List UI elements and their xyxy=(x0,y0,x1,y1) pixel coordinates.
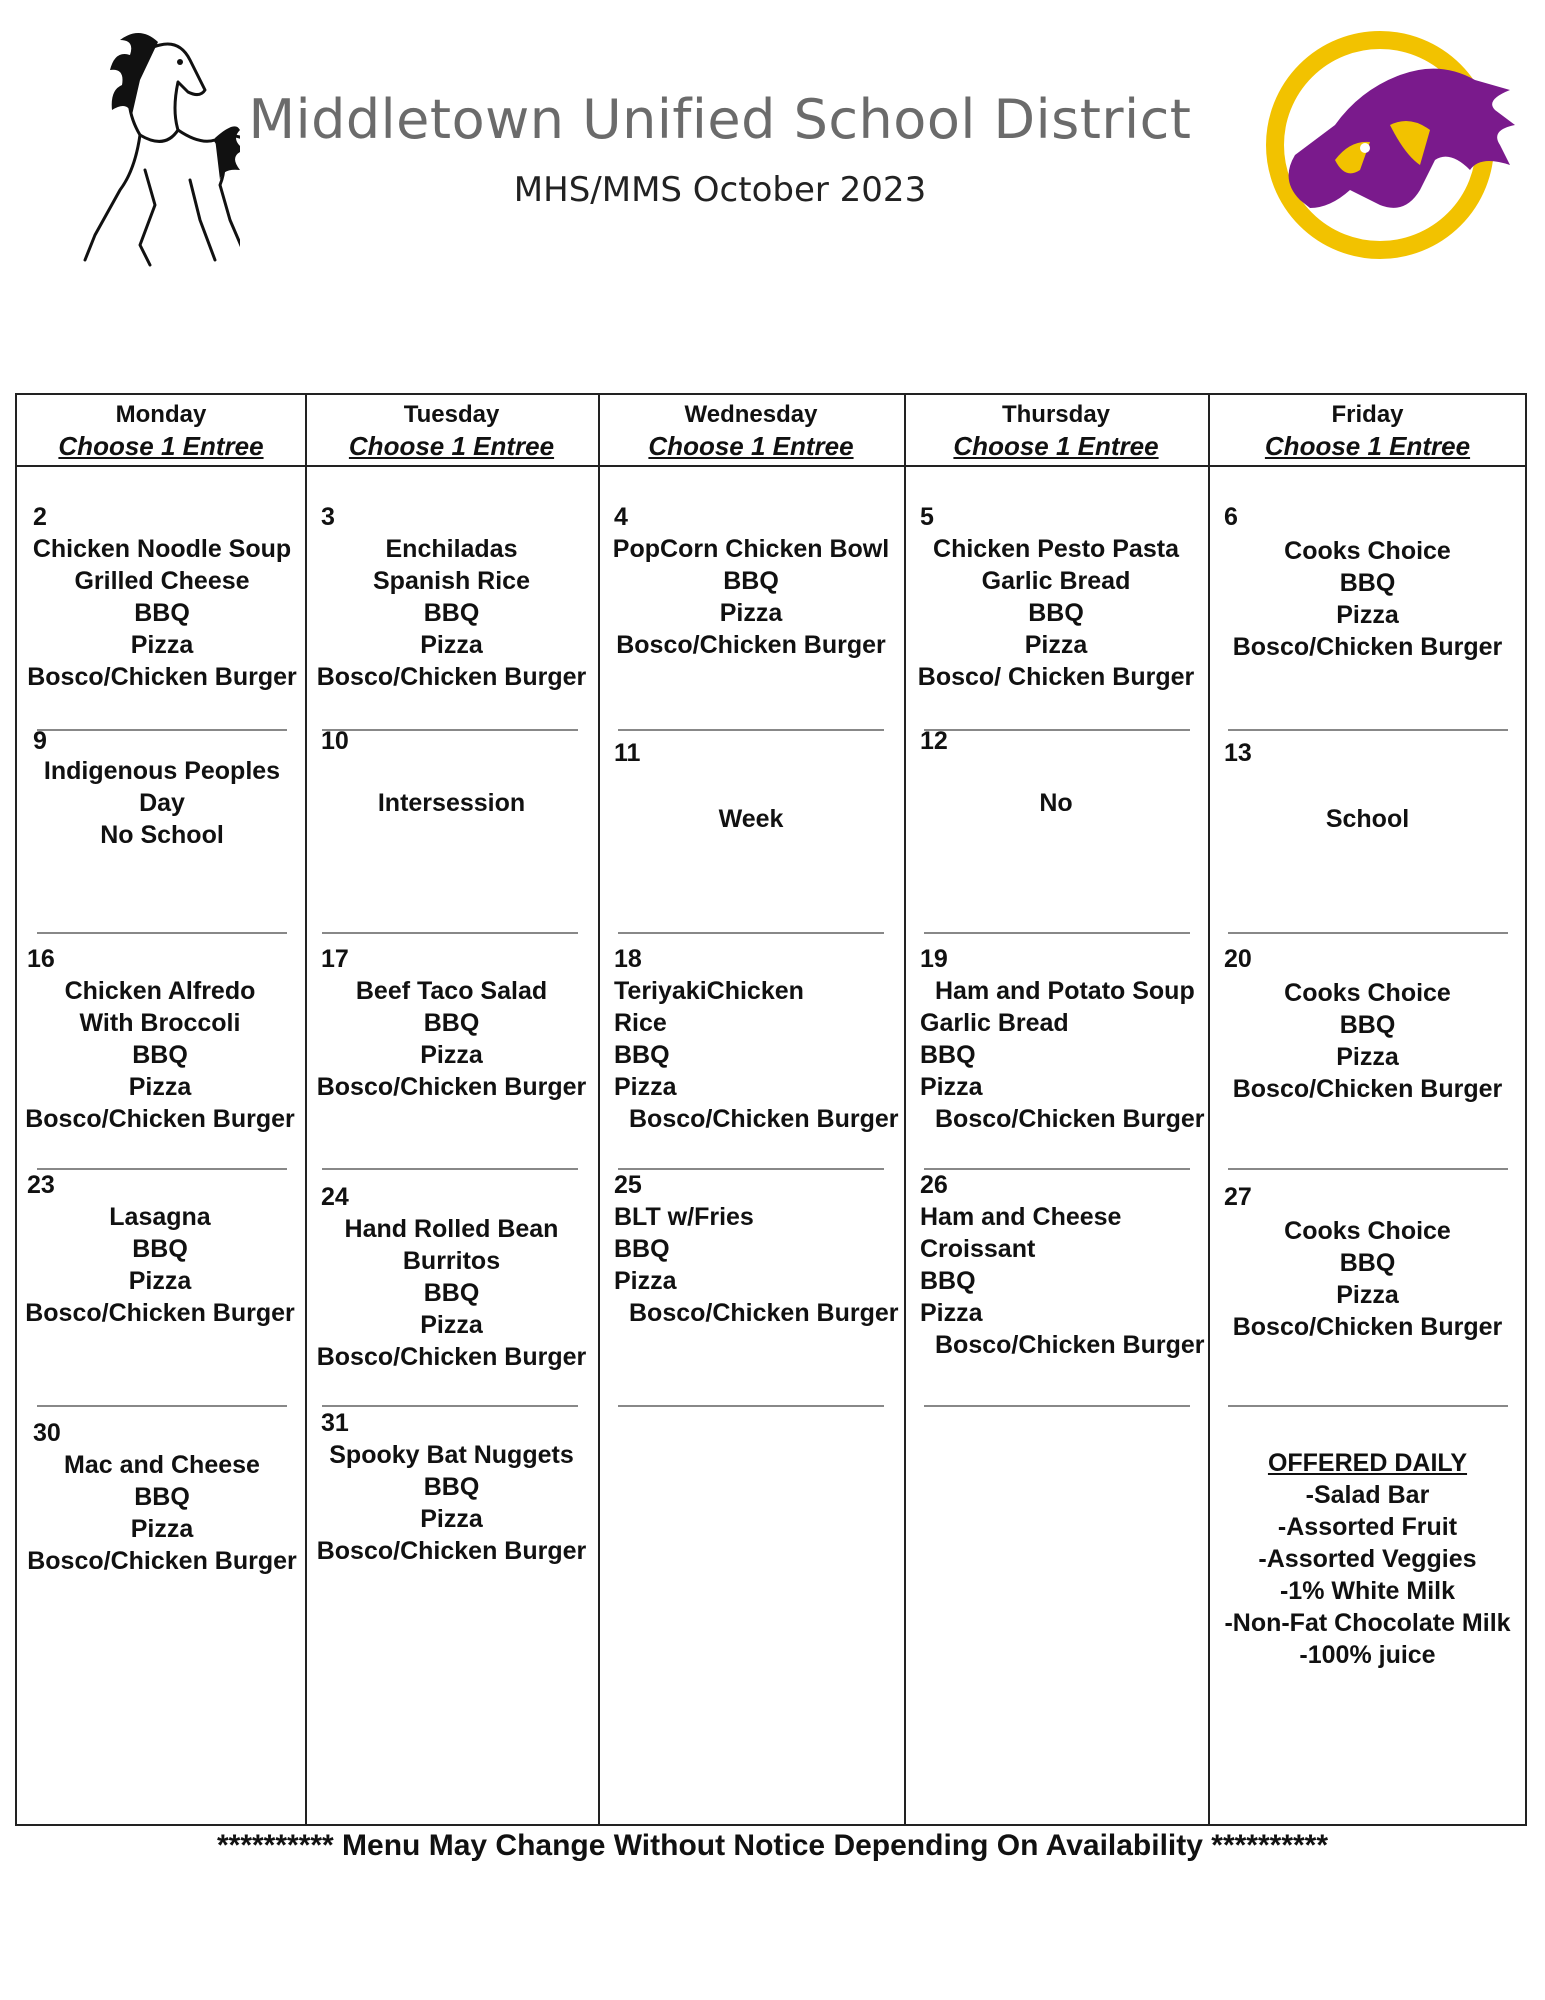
date-number: 11 xyxy=(614,739,641,767)
page-subtitle: MHS/MMS October 2023 xyxy=(513,170,927,210)
menu-item: Pizza xyxy=(420,631,483,659)
menu-item: Pizza xyxy=(130,1515,194,1543)
menu-item: Croissant xyxy=(920,1235,1036,1263)
menu-item: BBQ xyxy=(1339,569,1396,597)
header-thursday xyxy=(904,395,1208,465)
day-cell xyxy=(311,943,592,1163)
week-separator xyxy=(1228,1168,1508,1170)
menu-item: Pizza xyxy=(420,1311,483,1339)
day-cell xyxy=(27,1417,297,1617)
choose-label: Choose 1 Entree xyxy=(58,431,264,461)
day-name: Monday xyxy=(115,401,207,428)
day-cell xyxy=(920,943,1205,1163)
day-cell xyxy=(604,501,898,721)
menu-item: Pizza xyxy=(420,1041,483,1069)
menu-disclaimer: ********** Menu May Change Without Notice Depending On Availability ********** xyxy=(216,1829,1329,1862)
menu-item: BBQ xyxy=(423,1473,480,1501)
menu-item: BBQ xyxy=(134,599,190,627)
offered-daily-box xyxy=(1214,1447,1521,1687)
menu-item: Pizza xyxy=(130,631,194,659)
date-number: 16 xyxy=(27,945,55,973)
date-number: 6 xyxy=(1224,503,1238,531)
menu-item: BBQ xyxy=(423,1009,480,1037)
menu-item: BBQ xyxy=(132,1041,188,1069)
daily-item: -Assorted Veggies xyxy=(1258,1545,1477,1573)
week-separator xyxy=(322,1168,578,1170)
menu-item: Indigenous Peoples xyxy=(43,757,281,785)
menu-item: Intersession xyxy=(377,789,526,817)
menu-item: Ham and Potato Soup xyxy=(935,977,1195,1005)
menu-item: Rice xyxy=(614,1009,667,1037)
day-name: Wednesday xyxy=(684,401,818,428)
date-number: 17 xyxy=(321,945,349,973)
daily-item: -1% White Milk xyxy=(1279,1577,1455,1605)
menu-item: Enchiladas xyxy=(385,535,518,563)
day-cell xyxy=(23,1169,297,1399)
header-divider xyxy=(17,465,1525,467)
week-separator xyxy=(37,932,287,934)
menu-item: Chicken Alfredo xyxy=(64,977,256,1005)
date-number: 5 xyxy=(920,503,934,531)
menu-item: Cooks Choice xyxy=(1284,979,1451,1007)
menu-item: Bosco/Chicken Burger xyxy=(1232,1313,1503,1341)
menu-item: Bosco/Chicken Burger xyxy=(616,631,886,659)
menu-item: BLT w/Fries xyxy=(614,1203,754,1231)
date-number: 23 xyxy=(27,1171,55,1199)
menu-item: Pizza xyxy=(1024,631,1088,659)
date-number: 18 xyxy=(614,945,642,973)
day-cell xyxy=(311,501,592,721)
menu-item: Bosco/Chicken Burger xyxy=(316,1073,587,1101)
date-number: 10 xyxy=(321,727,349,755)
day-cell xyxy=(311,1181,592,1401)
menu-item: Bosco/Chicken Burger xyxy=(935,1331,1205,1359)
menu-item: Bosco/Chicken Burger xyxy=(27,1547,297,1575)
week-separator xyxy=(322,932,578,934)
menu-item: Beef Taco Salad xyxy=(355,977,548,1005)
purple-mustang-head-circle-icon xyxy=(1240,30,1520,260)
menu-item: PopCorn Chicken Bowl xyxy=(612,535,890,563)
date-number: 24 xyxy=(321,1183,349,1211)
menu-item: BBQ xyxy=(1339,1249,1396,1277)
menu-item: Pizza xyxy=(1336,601,1399,629)
menu-item: Bosco/Chicken Burger xyxy=(316,663,587,691)
menu-item: BBQ xyxy=(614,1041,670,1069)
menu-item: Pizza xyxy=(1336,1281,1399,1309)
date-number: 13 xyxy=(1224,739,1252,767)
week-separator xyxy=(1228,729,1508,731)
day-cell xyxy=(27,501,297,721)
day-cell xyxy=(23,943,297,1163)
choose-label: Choose 1 Entree xyxy=(1264,431,1471,461)
week-separator xyxy=(618,1405,884,1407)
menu-item: BBQ xyxy=(134,1483,190,1511)
date-number: 27 xyxy=(1224,1183,1252,1211)
menu-item: Cooks Choice xyxy=(1284,537,1451,565)
menu-item: Chicken Noodle Soup xyxy=(32,535,292,563)
menu-item: Bosco/Chicken Burger xyxy=(935,1105,1205,1133)
menu-item: With Broccoli xyxy=(79,1009,241,1037)
menu-item: Pizza xyxy=(614,1073,677,1101)
date-number: 30 xyxy=(33,1419,61,1447)
menu-item: BBQ xyxy=(1339,1011,1396,1039)
date-number: 4 xyxy=(614,503,628,531)
menu-item: Pizza xyxy=(719,599,783,627)
menu-item: No xyxy=(1039,789,1073,817)
menu-item: Grilled Cheese xyxy=(74,567,250,595)
week-separator xyxy=(924,932,1190,934)
date-number: 26 xyxy=(920,1171,948,1199)
menu-item: Bosco/Chicken Burger xyxy=(1232,633,1503,661)
day-cell xyxy=(1214,501,1521,721)
menu-item: BBQ xyxy=(423,599,480,627)
menu-item: Pizza xyxy=(128,1267,192,1295)
daily-item: -100% juice xyxy=(1299,1641,1436,1669)
menu-item: Pizza xyxy=(614,1267,677,1295)
choose-label: Choose 1 Entree xyxy=(953,431,1159,461)
menu-item: Bosco/Chicken Burger xyxy=(316,1343,587,1371)
choose-label: Choose 1 Entree xyxy=(348,431,555,461)
page-title: Middletown Unified School District xyxy=(248,88,1192,151)
menu-item: BBQ xyxy=(920,1267,976,1295)
menu-item: Ham and Cheese xyxy=(920,1203,1122,1231)
date-number: 25 xyxy=(614,1171,642,1199)
day-cell xyxy=(910,725,1202,925)
day-cell xyxy=(910,501,1202,721)
daily-item: -Assorted Fruit xyxy=(1277,1513,1458,1541)
header-tuesday xyxy=(305,395,598,465)
day-cell xyxy=(604,737,898,927)
column-divider xyxy=(305,395,307,1824)
menu-item: BBQ xyxy=(132,1235,188,1263)
menu-item: Bosco/Chicken Burger xyxy=(25,1299,295,1327)
menu-item: BBQ xyxy=(920,1041,976,1069)
menu-item: Mac and Cheese xyxy=(64,1451,260,1479)
menu-item: Bosco/Chicken Burger xyxy=(629,1105,899,1133)
menu-item: Burritos xyxy=(402,1247,501,1275)
menu-item: No School xyxy=(100,821,224,849)
menu-item: BBQ xyxy=(423,1279,480,1307)
menu-item: Bosco/Chicken Burger xyxy=(1232,1075,1503,1103)
header-monday xyxy=(17,395,305,465)
date-number: 20 xyxy=(1224,945,1252,973)
menu-item: Spooky Bat Nuggets xyxy=(329,1441,574,1469)
menu-item: Pizza xyxy=(920,1073,983,1101)
header-wednesday xyxy=(598,395,904,465)
day-cell xyxy=(1214,1181,1521,1401)
menu-item: Pizza xyxy=(920,1299,983,1327)
daily-item: -Non-Fat Chocolate Milk xyxy=(1224,1609,1511,1637)
menu-item: BBQ xyxy=(1028,599,1084,627)
daily-item: -Salad Bar xyxy=(1305,1481,1430,1509)
menu-item: Week xyxy=(718,805,784,833)
date-number: 9 xyxy=(33,727,47,755)
menu-item: Chicken Pesto Pasta xyxy=(933,535,1179,563)
menu-item: Garlic Bread xyxy=(981,567,1131,595)
menu-item: Pizza xyxy=(128,1073,192,1101)
day-cell xyxy=(1214,737,1521,927)
menu-item: TeriyakiChicken xyxy=(614,977,804,1005)
day-cell xyxy=(920,1169,1205,1399)
day-cell xyxy=(311,1407,592,1607)
menu-item: Garlic Bread xyxy=(920,1009,1069,1037)
menu-item: Spanish Rice xyxy=(373,567,530,595)
day-cell xyxy=(614,943,898,1163)
week-separator xyxy=(1228,932,1508,934)
day-name: Tuesday xyxy=(403,401,500,428)
date-number: 19 xyxy=(920,945,948,973)
menu-item: Day xyxy=(139,789,185,817)
menu-item: School xyxy=(1325,805,1410,833)
week-separator xyxy=(618,932,884,934)
date-number: 2 xyxy=(33,503,47,531)
menu-item: Bosco/Chicken Burger xyxy=(25,1105,295,1133)
menu-item: Bosco/Chicken Burger xyxy=(316,1537,587,1565)
date-number: 12 xyxy=(920,727,948,755)
menu-item: Pizza xyxy=(420,1505,483,1533)
week-separator xyxy=(924,1405,1190,1407)
day-name: Thursday xyxy=(1001,401,1111,428)
menu-item: Bosco/ Chicken Burger xyxy=(917,663,1195,691)
menu-calendar xyxy=(15,393,1527,1826)
date-number: 31 xyxy=(321,1409,349,1437)
column-divider xyxy=(1208,395,1210,1824)
day-cell xyxy=(311,725,592,925)
header-friday xyxy=(1208,395,1527,465)
menu-item: Cooks Choice xyxy=(1284,1217,1451,1245)
column-divider xyxy=(904,395,906,1824)
day-cell xyxy=(614,1169,898,1399)
date-number: 3 xyxy=(321,503,335,531)
menu-item: Pizza xyxy=(1336,1043,1399,1071)
menu-item: Hand Rolled Bean xyxy=(344,1215,559,1243)
menu-item: Lasagna xyxy=(109,1203,211,1231)
column-divider xyxy=(598,395,600,1824)
day-cell xyxy=(27,725,297,925)
mustang-horse-sketch-icon xyxy=(40,20,240,270)
week-separator xyxy=(1228,1405,1508,1407)
day-name: Friday xyxy=(1331,401,1404,428)
menu-item: BBQ xyxy=(723,567,779,595)
menu-item: Bosco/Chicken Burger xyxy=(27,663,297,691)
week-separator xyxy=(618,729,884,731)
offered-daily-title: OFFERED DAILY xyxy=(1267,1449,1468,1477)
day-cell xyxy=(1214,943,1521,1163)
choose-label: Choose 1 Entree xyxy=(648,431,854,461)
menu-item: Bosco/Chicken Burger xyxy=(629,1299,899,1327)
menu-item: BBQ xyxy=(614,1235,670,1263)
week-separator xyxy=(37,1405,287,1407)
